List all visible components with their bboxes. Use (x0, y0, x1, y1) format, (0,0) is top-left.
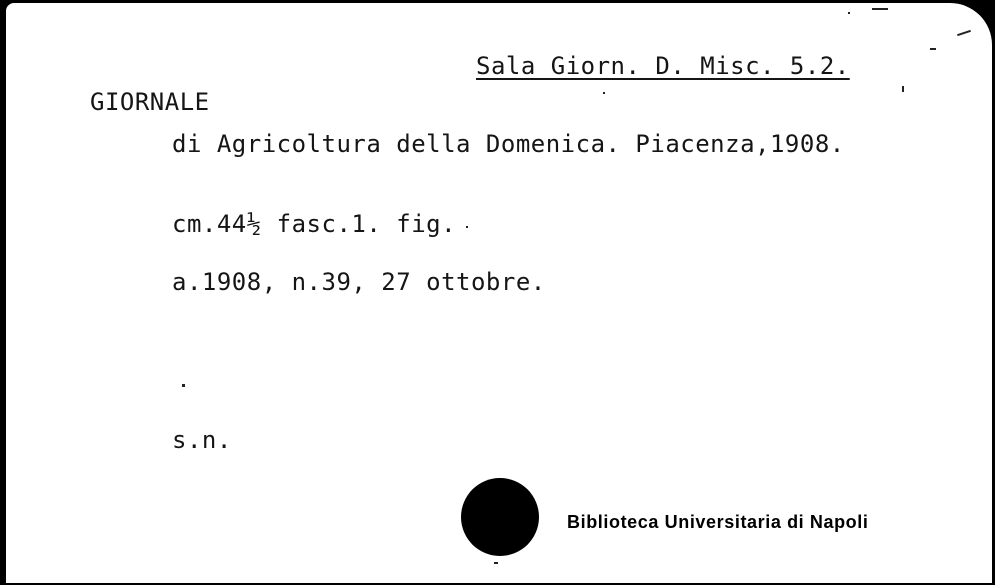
title-line: di Agricoltura della Domenica. Piacenza,1908. (172, 130, 845, 158)
library-stamp-text: Biblioteca Universitaria di Napoli (567, 512, 869, 532)
library-stamp-seal-icon (461, 478, 539, 556)
physical-description: cm.44½ fasc.1. fig. (172, 210, 457, 238)
scan-speck (466, 226, 468, 228)
scan-speck (848, 12, 850, 14)
scan-speck (182, 384, 185, 387)
card-heading: GIORNALE (90, 88, 210, 116)
issue-line: a.1908, n.39, 27 ottobre. (172, 268, 546, 296)
shelfmark: Sala Giorn. D. Misc. 5.2. (476, 52, 850, 80)
scan-speck (603, 92, 605, 94)
sn-note: s.n. (172, 426, 232, 454)
scan-speck (872, 8, 888, 10)
scan-speck (902, 86, 904, 92)
scan-speck (494, 562, 498, 564)
scan-speck (930, 48, 936, 50)
